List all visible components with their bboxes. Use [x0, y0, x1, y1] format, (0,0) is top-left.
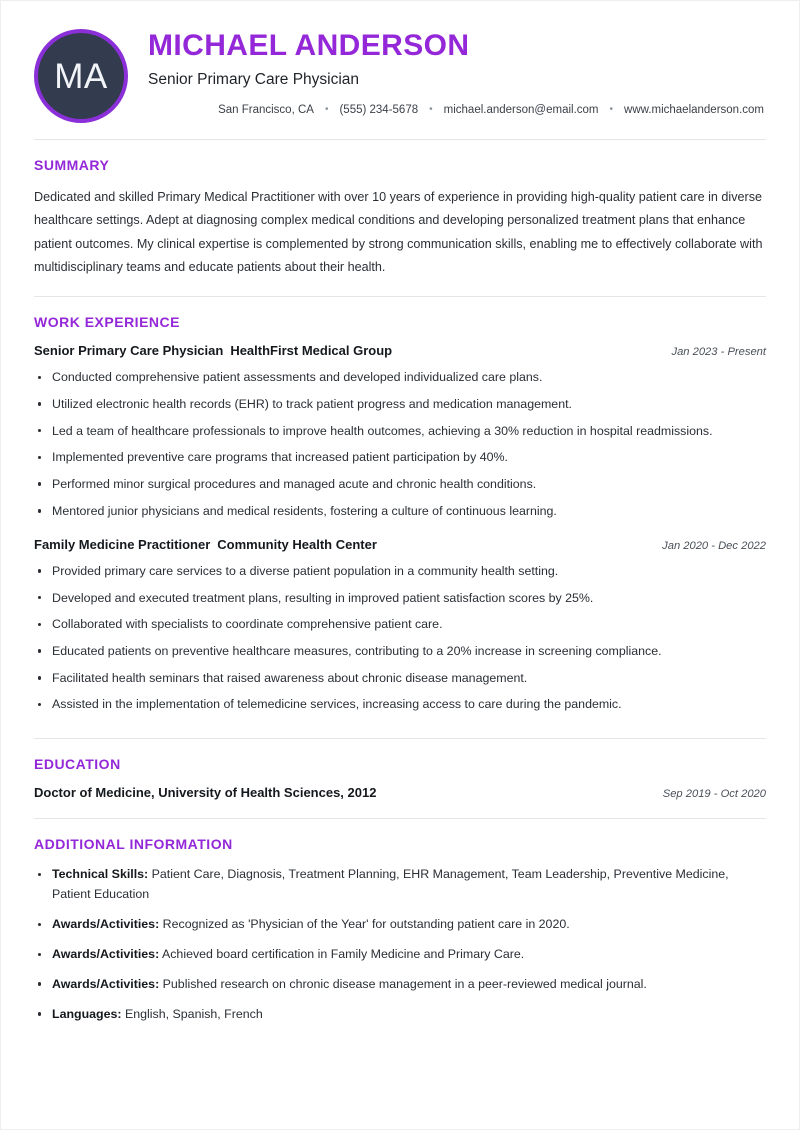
page-title: MICHAEL ANDERSON: [148, 29, 470, 62]
info-label: Languages:: [52, 1006, 122, 1021]
section-additional-information: [34, 819, 766, 1041]
additional-info-list: [34, 865, 766, 1024]
job-company: Community Health Center: [217, 536, 377, 552]
job-dates: Jan 2023 - Present: [671, 346, 766, 359]
job-heading: [34, 343, 392, 360]
job-company: HealthFirst Medical Group: [230, 343, 393, 359]
job-header: [34, 537, 766, 554]
job-bullet-list: [34, 562, 766, 715]
bullet-separator-icon: •: [429, 103, 433, 115]
info-value: Achieved board certification in Family Medicine and Primary Care.: [161, 947, 525, 962]
list-item: Developed and executed treatment plans, resulting in improved patient satisfaction scores by 25%.: [34, 589, 766, 608]
job-bullet-list: [34, 368, 766, 521]
list-item: [34, 865, 766, 905]
job-entry: [34, 343, 766, 521]
list-item: Utilized electronic health records (EHR) to track patient progress and medication management.: [34, 395, 766, 414]
education-degree: Doctor of Medicine, University of Health Sciences, 2012: [34, 784, 377, 800]
info-label: Awards/Activities:: [52, 917, 160, 932]
job-heading: [34, 537, 377, 554]
list-item: [34, 975, 766, 995]
info-label: Awards/Activities:: [52, 976, 160, 991]
bullet-separator-icon: •: [324, 103, 329, 115]
section-title-education: EDUCATION: [34, 755, 121, 772]
header-text-block: [148, 27, 766, 116]
contact-location: San Francisco, CA: [218, 103, 314, 116]
headline: Senior Primary Care Physician: [148, 71, 360, 88]
contact-website[interactable]: www.michaelanderson.com: [624, 103, 764, 116]
bullet-separator-icon: •: [609, 103, 614, 115]
list-item: Collaborated with specialists to coordinate comprehensive patient care.: [34, 615, 766, 634]
list-item: Educated patients on preventive healthcare measures, contributing to a 20% increase in screening compliance.: [34, 642, 766, 661]
list-item: Assisted in the implementation of telemedicine services, increasing access to care during the pandemic.: [34, 695, 766, 714]
education-entry: [34, 785, 766, 802]
section-title-summary: SUMMARY: [34, 157, 110, 173]
list-item: Conducted comprehensive patient assessments and developed individualized care plans.: [34, 368, 766, 387]
contact-email[interactable]: michael.anderson@email.com: [443, 103, 599, 116]
contact-phone[interactable]: (555) 234-5678: [339, 103, 419, 116]
summary-text: Dedicated and skilled Primary Medical Practitioner with over 10 years of experience in providing high-quality patient care in diverse healthcare settings. Adept at diagnosing complex medical conditions and developing personalized treatment plans that enhance patient outcomes. My clinical expertise is complemented by strong communication skills, enabling me to effectively collaborate with multidisciplinary teams and educate patients about their health.: [34, 190, 763, 274]
list-item: Performed minor surgical procedures and managed acute and chronic health conditions.: [34, 475, 766, 494]
job-dates: Jan 2020 - Dec 2022: [662, 539, 766, 552]
list-item: Facilitated health seminars that raised awareness about chronic disease management.: [34, 669, 766, 688]
section-summary: [34, 140, 766, 296]
section-title-work-experience: WORK EXPERIENCE: [34, 314, 180, 331]
info-value: Recognized as 'Physician of the Year' for outstanding patient care in 2020.: [162, 917, 570, 932]
contact-row: [148, 104, 766, 116]
avatar: [34, 29, 128, 123]
education-dates: Sep 2019 - Oct 2020: [662, 787, 766, 800]
info-value: English, Spanish, French: [125, 1006, 263, 1021]
job-header: [34, 343, 766, 360]
job-entry: [34, 537, 766, 715]
job-role: Senior Primary Care Physician: [34, 343, 224, 359]
avatar-initials: MA: [54, 56, 108, 96]
list-item: [34, 1005, 766, 1025]
list-item: Provided primary care services to a diverse patient population in a community health setting.: [34, 562, 766, 581]
info-label: Technical Skills:: [52, 867, 149, 882]
info-value: Published research on chronic disease management in a peer-reviewed medical journal.: [162, 976, 647, 991]
list-item: [34, 915, 766, 935]
section-work-experience: [34, 297, 766, 737]
list-item: Implemented preventive care programs that increased patient participation by 40%.: [34, 448, 766, 467]
section-title-additional-information: ADDITIONAL INFORMATION: [34, 836, 233, 853]
job-role: Family Medicine Practitioner: [34, 536, 211, 552]
resume-header: [34, 27, 766, 139]
resume-content: [1, 1, 799, 1042]
list-item: Led a team of healthcare professionals to improve health outcomes, achieving a 30% reduction in hospital readmissions.: [34, 422, 766, 441]
list-item: [34, 945, 766, 965]
list-item: Mentored junior physicians and medical residents, fostering a culture of continuous learning.: [34, 502, 766, 521]
info-value: Patient Care, Diagnosis, Treatment Planning, EHR Management, Team Leadership, Preventive Medicine, Patient Education: [52, 867, 729, 902]
section-education: [34, 739, 766, 819]
info-label: Awards/Activities:: [52, 947, 160, 962]
